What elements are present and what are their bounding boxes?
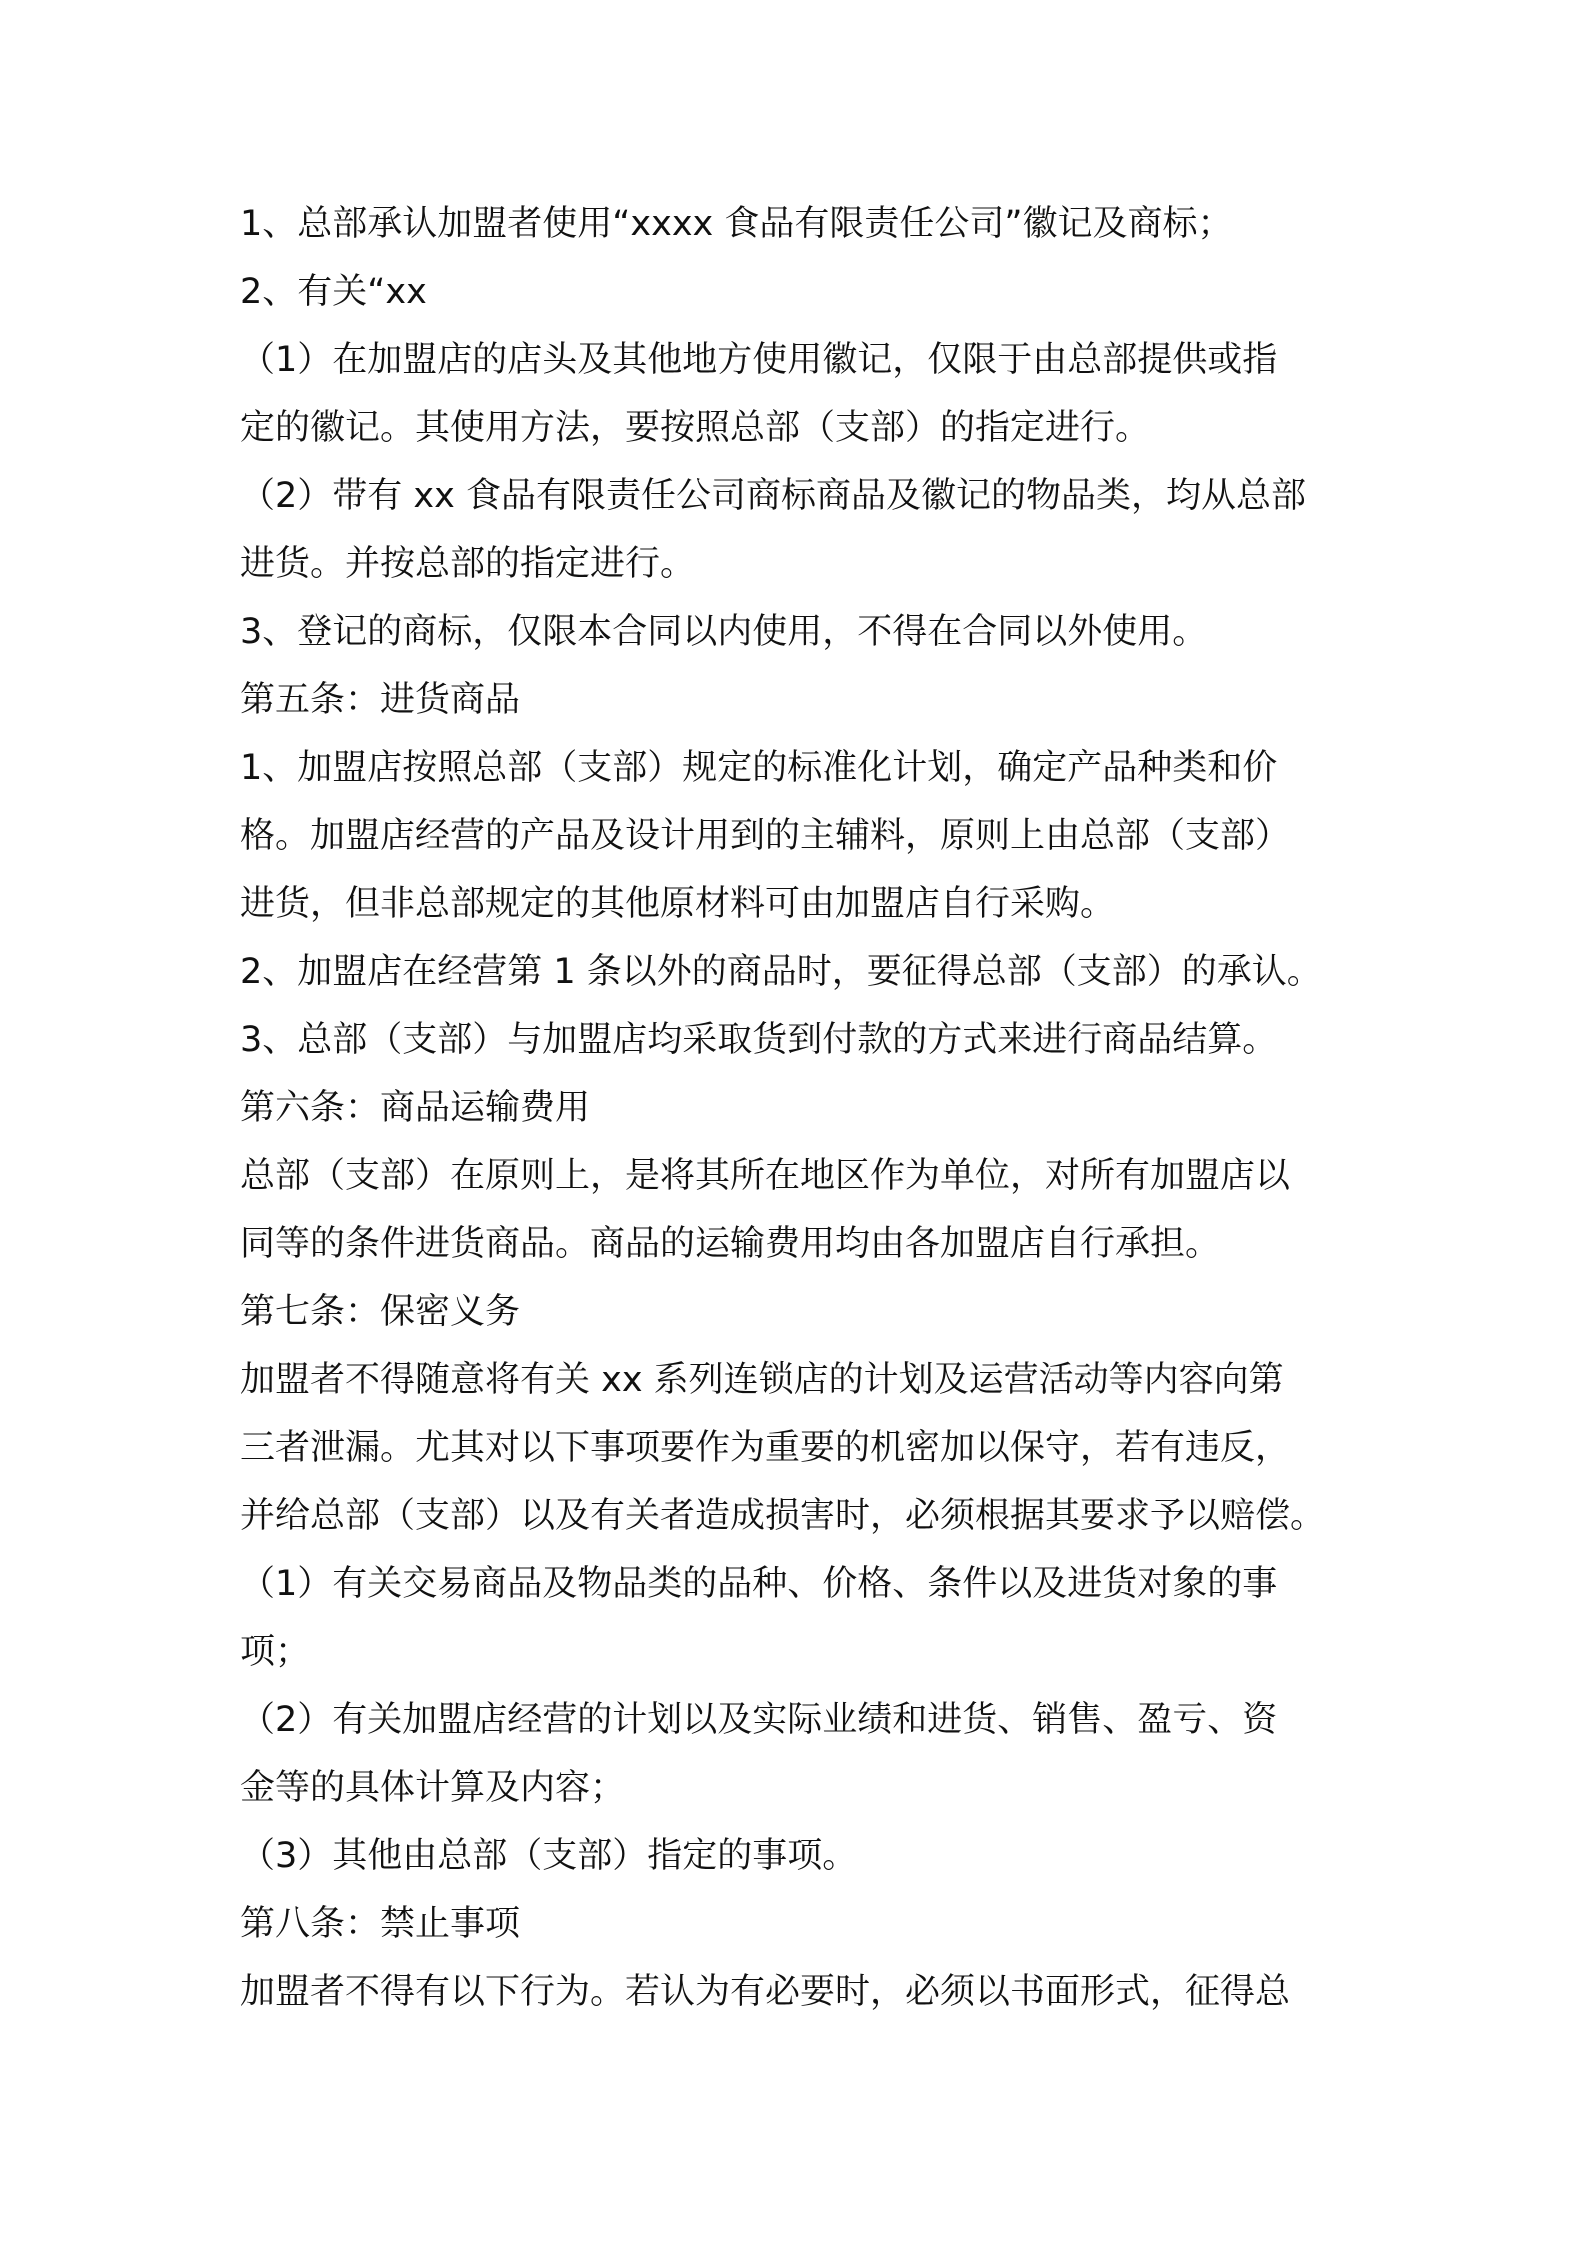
- text-line: 金等的具体计算及内容；: [240, 1768, 626, 1808]
- text-line: 进货。并按总部的指定进行。: [240, 544, 696, 584]
- text-line: 加盟者不得有以下行为。若认为有必要时，必须以书面形式，征得总: [240, 1972, 1291, 2012]
- text-line: 项；: [240, 1632, 311, 1672]
- text-line: 总部（支部）在原则上，是将其所在地区作为单位，对所有加盟店以: [240, 1156, 1291, 1196]
- text-line: 三者泄漏。尤其对以下事项要作为重要的机密加以保守，若有违反，: [240, 1428, 1291, 1468]
- text-line: 3、登记的商标，仅限本合同以内使用，不得在合同以外使用。: [240, 612, 1208, 652]
- text-line: 1、加盟店按照总部（支部）规定的标准化计划，确定产品种类和价: [240, 748, 1278, 788]
- section-heading: 第八条：禁止事项: [240, 1904, 521, 1944]
- text-line: 1、总部承认加盟者使用“xxxx 食品有限责任公司”徽记及商标；: [240, 204, 1233, 244]
- text-line: 定的徽记。其使用方法，要按照总部（支部）的指定进行。: [240, 408, 1151, 448]
- section-heading: 第六条：商品运输费用: [240, 1088, 591, 1128]
- text-line: 加盟者不得随意将有关 xx 系列连锁店的计划及运营活动等内容向第: [240, 1360, 1284, 1400]
- section-heading: 第七条：保密义务: [240, 1292, 521, 1332]
- document-body: [240, 190, 1380, 2026]
- text-line: （2）有关加盟店经营的计划以及实际业绩和进货、销售、盈亏、资: [240, 1700, 1278, 1740]
- text-line: 同等的条件进货商品。商品的运输费用均由各加盟店自行承担。: [240, 1224, 1221, 1264]
- text-line: （2）带有 xx 食品有限责任公司商标商品及徽记的物品类，均从总部: [240, 476, 1306, 516]
- text-line: （3）其他由总部（支部）指定的事项。: [240, 1836, 858, 1876]
- text-line: （1）有关交易商品及物品类的品种、价格、条件以及进货对象的事: [240, 1564, 1278, 1604]
- text-line: （1）在加盟店的店头及其他地方使用徽记，仅限于由总部提供或指: [240, 340, 1278, 380]
- text-line: 2、有关“xx: [240, 272, 427, 312]
- text-line: 3、总部（支部）与加盟店均采取货到付款的方式来进行商品结算。: [240, 1020, 1278, 1060]
- text-line: 进货，但非总部规定的其他原材料可由加盟店自行采购。: [240, 884, 1116, 924]
- text-line: 2、加盟店在经营第 1 条以外的商品时，要征得总部（支部）的承认。: [240, 952, 1322, 992]
- text-line: 格。加盟店经营的产品及设计用到的主辅料，原则上由总部（支部）: [240, 816, 1291, 856]
- text-line: 并给总部（支部）以及有关者造成损害时，必须根据其要求予以赔偿。: [240, 1496, 1326, 1536]
- section-heading: 第五条：进货商品: [240, 680, 521, 720]
